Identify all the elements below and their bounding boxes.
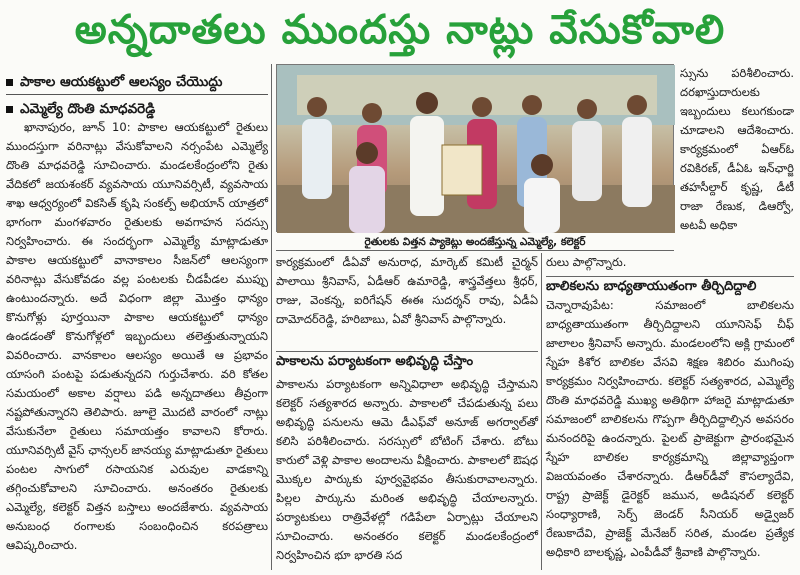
article-column-3b: చెన్నారావుపేట: సమాజంలో బాలికలను బాధ్యతాయుతంగా తీర్చిదిద్దాలని యూనిసెఫ్ చీఫ్ జాలాలం శ్రీనివాస్ అన్నారు. మండలంలోని అక్లి గ్రామంలో స్నేహ కిశోర బాలికల వేసవి శిక్షణ శిబిరం ముగింపు కార్యక్రమం నిర్వహించారు. కలెక్టర్ సత్యశారద, ఎమ్మెల్యే దొంతి మాధవరెడ్డి ముఖ్య అతిథిగా హాజరై మాట్లాడుతూ సమాజంలో బాలికలను గొప్పగా తీర్చిదిద్దాల్సిన అవసరం మనందరిపై ఉందన్నారు. పైలట్ ప్రాజెక్టుగా ప్రారంభమైన స్నేహ బాలికల కార్యక్రమాన్ని జిల్లావ్యాప్తంగా విజయవంతం చేశారన్నారు. డీఆర్‌డీవో కౌసల్యాదేవి, రాష్ట్ర ప్రాజెక్ట్ డైరెక్టర్ జమున, అడిషనల్ కలెక్టర్ సంధ్యారాణి, సెర్ప్ జెండర్ సీనియర్ అడ్వైజర్ రేణుకాదేవి, ప్రాజెక్ట్ మేనేజర్ సరిత, మండల ప్రత్యేక అధికారి బాలకృష్ణ, ఎంపీడీవో శ్రీవాణి పాల్గొన్నారు. [546, 298, 794, 559]
section-heading-tourism: పాకాలను పర్యాటకంగా అభివృద్ధి చేస్తాం [276, 351, 538, 372]
news-photo-illustration [277, 65, 675, 233]
article-column-2b: పాకాలను పర్యాటకంగా అన్నివిధాలా అభివృద్ధి చేస్తామని కలెక్టర్ సత్యశారద అన్నారు. పాకాలలో చేపడుతున్న పలు అభివృద్ధి పనులను ఆమె డీఎఫ్‌వో అనూజ్ అగర్వాల్‌తో కలిసి పరిశీలించారు. సరస్సులో బోటింగ్ చేశారు. బోటు కారులో వెళ్లి పాకాల అందాలను వీక్షించారు. పాకాలలో ఔషధ మొక్కల పార్కుకు పూర్వవైభవం తీసుకురావాలన్నారు. పిల్లల పార్కును మరింత అభివృద్ధి చేయాలన్నారు. పర్యాటకులు రాత్రివేళల్లో గడిపేలా ఏర్పాట్లు చేయాలని సూచించారు. అనంతరం కలెక్టర్ మండలకేంద్రంలో నిర్వహించిన భూ భారతి సద [276, 377, 538, 562]
column-divider [541, 253, 542, 570]
article-column-3a: రులు పాల్గొన్నారు. [546, 255, 627, 269]
column-divider [271, 64, 272, 570]
photo-caption: రైతులకు విత్తన ప్యాకెట్లు అందజేస్తున్న ఎమ్మెల్యే, కలెక్టర్ [276, 233, 674, 251]
article-column-2: కార్యక్రమంలో డీఏవో అనురాధ, మార్కెట్ కమిటీ చైర్మన్ పాలాయి శ్రీనివాస్, ఏడీఆర్ ఉమారెడ్డి, శాస్త్రవేత్తలు శ్రీధర్, రాజు, వెంకన్న, ఐరిగేషన్ ఈఈ సుదర్శన్ రావు, ఏడీఏ దామోదర్‌రెడ్డి, హరిబాబు, ఏవో శ్రీనివాస్ పాల్గొన్నారు. [276, 255, 538, 326]
subhead-1 [6, 74, 268, 93]
news-photo [276, 64, 674, 232]
article-paragraph: ఖానాపురం, జూన్ 10: పాకాల ఆయకట్టులో రైతులు ముందస్తుగా వరినాట్లు వేసుకోవాలని నర్సంపేట ఎమ్మెల్యే దొంతి మాధవరెడ్డి సూచించారు. మండలకేంద్రంలోని రైతు వేదికలో జయశంకర్ వ్యవసాయ యూనివర్సిటీ, వ్యవసాయ శాఖ ఆధ్వర్యంలో వికసిత్ కృషి సంకల్ప్ అభియాన్ యాత్రలో భాగంగా మంగళవారం రైతులకు అవగాహన సదస్సు నిర్వహించారు. ఈ సందర్భంగా ఎమ్మెల్యే మాట్లాడుతూ పాకాల ఆయకట్టులో వానాకాలం సీజన్‌లో ఆలస్యంగా వరినాట్లు వేసుకోవడం వల్ల పంటలకు చీడపీడల ముప్పు ఉంటుందన్నారు. అదే విధంగా జిల్లా మొత్తం ధాన్యం కొనుగోళ్లు పూర్తయినా పాకాల ఆయకట్టులో ధాన్యం ఉండడంతో కొనుగోళ్లలో ఇబ్బందులు తలెత్తుతున్నాయని వివరించారు. వానకాలం ఆలస్యం అయితే ఆ ప్రభావం యాసంగి పంటపై పడుతున్నదని గుర్తుచేశారు. వరి కోతల సమయంలో అకాల వర్షాలు పడి అన్నదాతలు తీవ్రంగా నష్టపోతున్నారని తెలిపారు. జూలై మొదటి వారంలో నాట్లు వేసుకునేలా రైతులు సమాయత్తం కావాలని కోరారు. యూనివర్సిటీ వైస్ ఛాన్సలర్ జానయ్య మాట్లాడుతూ రైతులు పంటల సాగులో రసాయనిక ఎరువుల వాడకాన్ని తగ్గించుకోవాలని సూచించారు. అనంతరం రైతులకు ఎమ్మెల్యే, కలెక్టర్ విత్తన బస్తాలు అందజేశారు. వ్యవసాయ అనుబంధ రంగాలకు సంబంధించిన కరపత్రాలు ఆవిష్కరించారు. [6, 120, 268, 552]
bullet-icon [6, 106, 13, 113]
subhead-2-text: ఎమ్మెల్యే దొంతి మాధవరెడ్డి [20, 101, 156, 117]
subhead-1-text: పాకాల ఆయకట్టులో ఆలస్యం చేయొద్దు [20, 74, 223, 90]
article-column-4: స్సును పరిశీలించారు. దరఖాస్తుదారులకు ఇబ్బందులు కలుగకుండా చూడాలని ఆదేశించారు. కార్యక్రమంలో ఏఆర్‌ఓ రవికిరణ్, డీఏఓ ఇన్‌ఛార్జి తహసీల్దార్ కృష్ణ, డీటీ రాజా రేణుక, డిఆర్వో, అటవీ అధికా [680, 66, 794, 232]
divider [6, 94, 268, 95]
article-column-1 [6, 118, 268, 568]
section-heading-girls: బాలికలను బాధ్యతాయుతంగా తీర్చిదిద్దాలి [546, 276, 794, 297]
bullet-icon [6, 79, 13, 86]
headline: అన్నదాతలు ముందస్తు నాట్లు వేసుకోవాలి [74, 7, 726, 53]
